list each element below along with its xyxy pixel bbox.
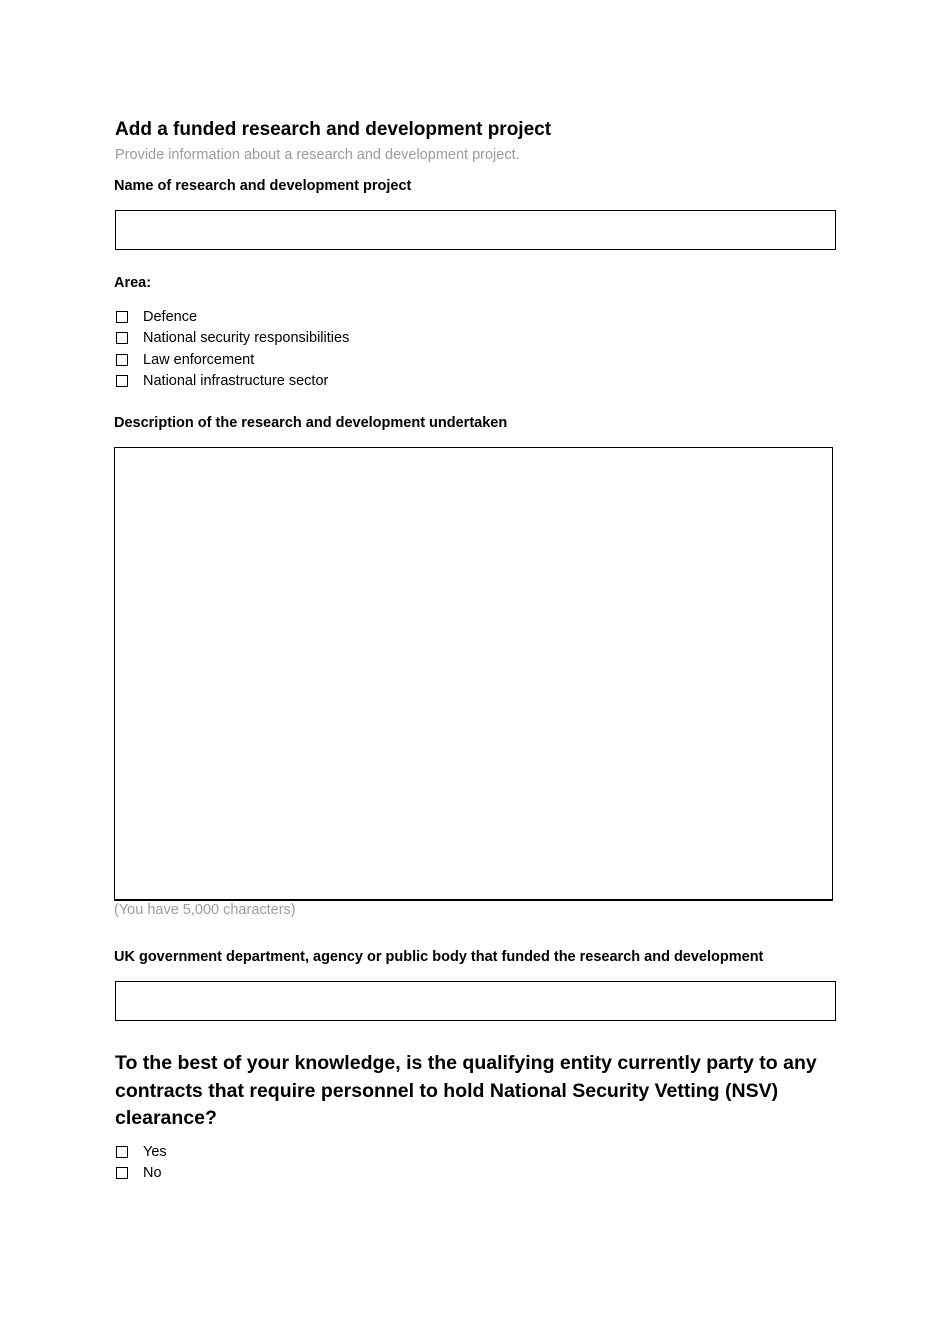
checkbox-law-enforcement[interactable] bbox=[116, 354, 128, 366]
checkbox-national-security[interactable] bbox=[116, 332, 128, 344]
area-option-label: Law enforcement bbox=[143, 352, 255, 368]
checkbox-defence[interactable] bbox=[116, 311, 128, 323]
character-limit-hint: (You have 5,000 characters) bbox=[114, 902, 296, 918]
checkbox-no[interactable] bbox=[116, 1167, 128, 1179]
funder-label: UK government department, agency or public body that funded the research and development bbox=[114, 949, 764, 965]
project-name-label: Name of research and development project bbox=[114, 178, 412, 194]
funder-input[interactable] bbox=[115, 981, 836, 1021]
area-option-national-infrastructure[interactable] bbox=[116, 371, 328, 391]
area-label: Area: bbox=[114, 275, 152, 291]
area-option-label: Defence bbox=[143, 309, 198, 325]
description-textarea[interactable] bbox=[114, 447, 833, 901]
area-option-label: National security responsibilities bbox=[143, 330, 350, 346]
nsv-option-label: Yes bbox=[143, 1144, 167, 1160]
nsv-option-no[interactable] bbox=[116, 1163, 162, 1183]
page-subtitle: Provide information about a research and development project. bbox=[115, 147, 520, 163]
nsv-question: To the best of your knowledge, is the qualifying entity currently party to any contracts that require personnel to hold National Security Vetting (NSV) clearance? bbox=[115, 1052, 817, 1129]
checkbox-yes[interactable] bbox=[116, 1146, 128, 1158]
description-label: Description of the research and development undertaken bbox=[114, 415, 508, 431]
area-option-national-security[interactable] bbox=[116, 328, 349, 348]
project-name-input[interactable] bbox=[115, 210, 836, 250]
area-option-label: National infrastructure sector bbox=[143, 373, 329, 389]
page-title: Add a funded research and development project bbox=[115, 119, 552, 140]
area-option-law-enforcement[interactable] bbox=[116, 350, 254, 370]
checkbox-national-infrastructure[interactable] bbox=[116, 375, 128, 387]
nsv-option-yes[interactable] bbox=[116, 1142, 167, 1162]
nsv-option-label: No bbox=[143, 1165, 162, 1181]
area-option-defence[interactable] bbox=[116, 307, 197, 327]
